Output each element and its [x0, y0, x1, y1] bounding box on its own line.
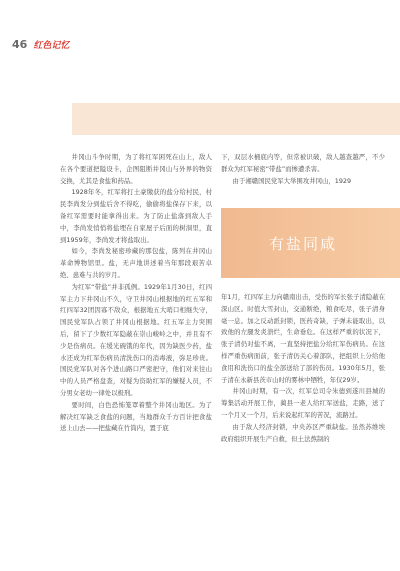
paragraph: 下，双层水桶底内等，但常被识破，敌人越查越严，不少群众为红军秘密“带盐”而惨遭杀害。: [221, 153, 385, 173]
decorative-band: [72, 103, 400, 135]
page-number: 46: [12, 38, 28, 51]
right-column-bottom: [221, 292, 385, 445]
section-title: 红色记忆: [33, 41, 70, 51]
paragraph: 由于敌人经济封锁，中央苏区严重缺盐。虽然苏维埃政府组织开展生产自救，但土法熬制的: [221, 422, 385, 443]
left-column: [60, 152, 212, 435]
right-column-top: [221, 152, 385, 187]
paragraph: 井冈山斗争时期，为了将红军困死在山上，敌人在各个要道把隘设卡，企图阻断井冈山与外界的物资交换，尤其是食盐和药品。: [60, 153, 212, 185]
callout-box: [221, 208, 400, 278]
paragraph: 由于湘赣国民党军大举围攻井冈山，1929: [232, 176, 352, 185]
paragraph: 为红军“带盐”并非孤例。1929年1月30日，红四军主力下井冈山不久，守卫井冈山根据地的红五军和红四军32团因寡不敌众，根据地五大哨口相继失守，国民党军队占领了井冈山根据地。红五军主力突围后，留下了少数红军隐蔽在崇山峻岭之中，并且有不少是伤病员。在缓光碗饿的年代，因为缺医少药，盐水还成为红军伤病员清洗伤口的消毒液，弥足珍贵。国民党军队对各个进山路口严密把守，他们对来往山中的人员严格盘查，对疑为资助红军的嫌疑人员，不分男女老幼一律处以极刑。: [60, 282, 212, 397]
paragraph: 1928年冬，红军将打土豪缴获的盐分给村民，村民李尚发分到盐后舍不得吃，偷偷将盐保存下来，以备红军需要时能拿得出来。为了防止盐落到敌人手中，李尚发悄悄将盐埋在自家屋子后面的树洞里，直到1959年，李尚发才将盐取出。: [60, 188, 212, 244]
paragraph: 如今，李尚发秘密珍藏的那包盐，陈列在井冈山革命博物馆里。盐，无声地讲述着当年那段艰苦卓绝、患难与共的岁月。: [60, 247, 212, 279]
page-header: [12, 38, 69, 51]
paragraph: 井冈山时期，有一次，红军总司令朱德到遂川县城的筹集活动开展工作，蔺县一老人给红军送盐，走路，送了一个月又一个月，后来说起红军的苦况，流路过。: [221, 387, 385, 419]
callout-title: 有盐同咸: [269, 234, 338, 253]
paragraph: 年1月，红四军主力向赣南出击，受伤的军长张子清隐蔽在深山区。时值大雪封山，交通断绝，粮食吃尽，张子清身毫一息。加之反动派封锁，医药奇缺，子弹未能取出，以致他的左腿发炎溃烂，生命垂危。在这样严重的状况下，张子清仍对盐不离，一直坚持把盐分给红军伤病员。在这样严重伤病面前，张子清仍关心着部队，把组织上分给他食用和洗伤口的盐全部送给了部的伤员。1930年5月，张子清在永新县茨市山时的雾林中牺牲，年仅29岁。: [221, 293, 385, 384]
paragraph: 要时间，白色恐怖笼罩着整个井冈山地区。为了解决红军缺乏食盐的问题，当地群众千方百计把食盐送上山去——把盐藏在竹筒内，置于底: [60, 400, 212, 433]
